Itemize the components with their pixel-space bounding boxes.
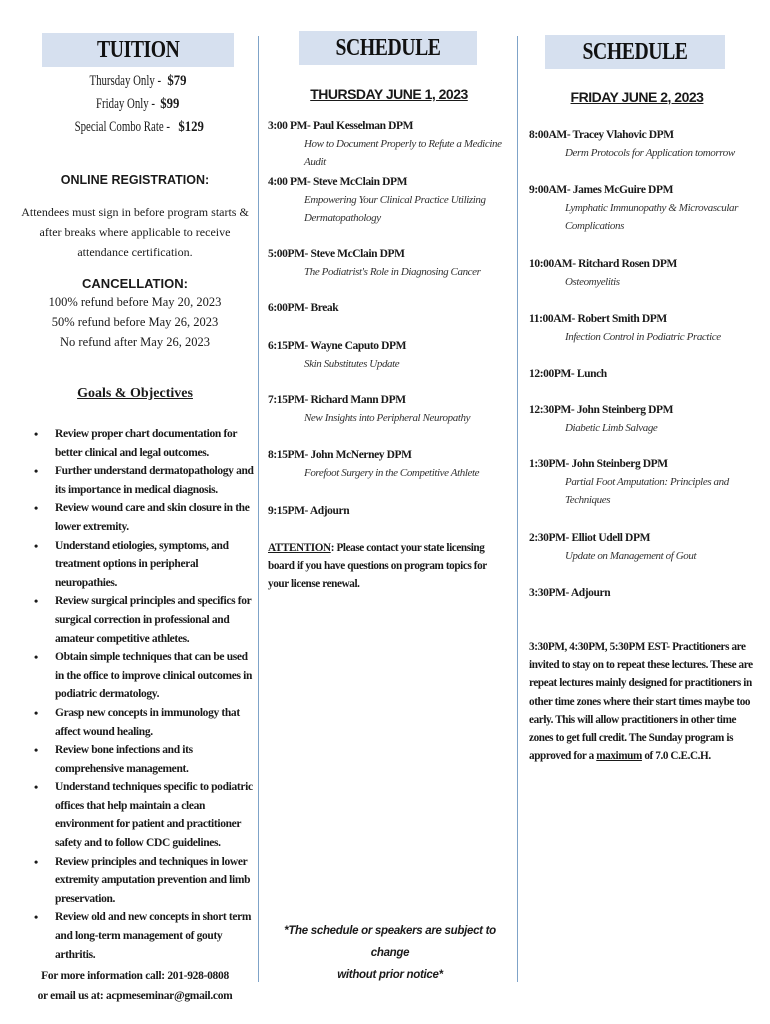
tuition-banner	[42, 33, 234, 67]
goal-text: Grasp new concepts in immunology that affect wound healing.	[55, 706, 240, 738]
price-line	[14, 70, 256, 93]
friday-date-heading: FRIDAY JUNE 2, 2023	[570, 89, 704, 105]
schedule-topic: Lymphatic Immunopathy & Microvascular Complications	[565, 202, 738, 232]
bullet-icon: •	[34, 854, 38, 869]
friday-banner	[545, 35, 725, 69]
bullet-icon: •	[34, 910, 38, 925]
schedule-item	[529, 584, 761, 602]
schedule-time-speaker: 2:30PM- Elliot Udell DPM	[529, 532, 651, 544]
goal-text: Understand etiologies, symptoms, and treatment options in peripheral neuropathies.	[55, 539, 229, 589]
repeat-lectures-note	[529, 638, 759, 765]
schedule-item	[268, 337, 514, 373]
bullet-icon: •	[34, 650, 38, 665]
schedule-time-speaker: 3:30PM- Adjourn	[529, 587, 611, 599]
cancellation-list	[14, 292, 256, 352]
goals-list	[14, 425, 256, 964]
column-divider-left	[258, 36, 259, 982]
schedule-time-speaker: 6:15PM- Wayne Caputo DPM	[268, 340, 407, 352]
note-text: 3:30PM, 4:30PM, 5:30PM EST- Practitioners are invited to stay on to repeat these lectures. These are repeat lectures mainly designed for practitioners in other time zones where their start times maybe too early. This will allow practitioners in other time zones to get full credit. The Sunday program is approved for a	[529, 641, 753, 763]
goal-text: Review old and new concepts in short term and long-term management of gouty arthritis.	[55, 911, 252, 961]
goal-item	[14, 704, 256, 741]
schedule-time-speaker: 8:15PM- John McNerney DPM	[268, 449, 412, 461]
goal-text: Review proper chart documentation for better clinical and legal outcomes.	[55, 428, 237, 459]
cancellation-line: 100% refund before May 20, 2023	[48, 295, 222, 309]
schedule-time-speaker: 4:00 PM- Steve McClain DPM	[268, 176, 408, 188]
schedule-topic: Update on Management of Gout	[565, 550, 697, 562]
goal-item	[14, 648, 256, 704]
contact-phone[interactable]: For more information call: 201-928-0808	[41, 970, 229, 982]
thursday-banner	[299, 31, 477, 65]
column-divider-right	[517, 36, 518, 982]
bullet-icon: •	[34, 780, 38, 795]
schedule-topic: Skin Substitutes Update	[304, 358, 400, 370]
schedule-time-speaker: 5:00PM- Steve McClain DPM	[268, 248, 405, 260]
goal-text: Review surgical principles and specifics for surgical correction in professional and amateur competitive athletes.	[55, 595, 252, 645]
goals-heading: Goals & Objectives	[77, 386, 193, 401]
schedule-topic: Empowering Your Clinical Practice Utilizing Dermatopathology	[304, 194, 486, 224]
schedule-time-speaker: 9:00AM- James McGuire DPM	[529, 184, 674, 196]
price-value: $79	[167, 73, 187, 89]
bullet-icon: •	[34, 538, 38, 553]
goal-item	[14, 853, 256, 909]
schedule-item	[268, 245, 514, 281]
bullet-icon: •	[34, 464, 38, 479]
price-label: Thursday Only -	[89, 73, 162, 89]
goal-item	[14, 908, 256, 964]
schedule-time-speaker: 8:00AM- Tracey Vlahovic DPM	[529, 129, 674, 141]
schedule-time-speaker: 1:30PM- John Steinberg DPM	[529, 458, 668, 470]
price-value: $99	[160, 96, 180, 112]
schedule-item	[268, 117, 514, 171]
bullet-icon: •	[34, 743, 38, 758]
schedule-topic: The Podiatrist's Role in Diagnosing Cancer	[304, 266, 481, 278]
goal-item	[14, 592, 256, 648]
schedule-topic: How to Document Properly to Refute a Medicine Audit	[304, 138, 502, 168]
schedule-item	[268, 502, 514, 520]
goal-item	[14, 741, 256, 778]
goal-text: Review wound care and skin closure in the lower extremity.	[55, 502, 250, 533]
goal-item	[14, 499, 256, 536]
schedule-topic: Osteomyelitis	[565, 276, 620, 288]
schedule-time-speaker: 10:00AM- Ritchard Rosen DPM	[529, 258, 677, 270]
schedule-topic: New Insights into Peripheral Neuropathy	[304, 412, 471, 424]
schedule-item	[529, 455, 761, 509]
notice-line: *The schedule or speakers are subject to change	[284, 925, 496, 959]
contact-email[interactable]: or email us at: acpmeseminar@gmail.com	[37, 990, 233, 1002]
goal-text: Review bone infections and its comprehensive management.	[55, 744, 193, 775]
cancellation-line: 50% refund before May 26, 2023	[51, 315, 219, 329]
schedule-topic: Forefoot Surgery in the Competitive Athlete	[304, 467, 480, 479]
goal-item	[14, 537, 256, 593]
attention-note	[268, 539, 508, 593]
schedule-time-speaker: 3:00 PM- Paul Kesselman DPM	[268, 120, 414, 132]
schedule-title: SCHEDULE	[335, 34, 441, 61]
registration-text: Attendees must sign in before program starts & after breaks where applicable to receive attendance certification.	[21, 205, 249, 259]
friday-column	[522, 0, 762, 1024]
registration-heading: ONLINE REGISTRATION:	[60, 173, 210, 187]
goal-text: Further understand dermatopathology and its importance in medical diagnosis.	[55, 465, 254, 496]
schedule-item	[529, 255, 761, 291]
schedule-item	[529, 181, 761, 235]
bullet-icon: •	[34, 501, 38, 516]
price-value: $129	[178, 119, 204, 135]
schedule-topic: Derm Protocols for Application tomorrow	[565, 147, 735, 159]
schedule-topic: Diabetic Limb Salvage	[565, 422, 658, 434]
schedule-item	[268, 299, 514, 317]
goal-text: Obtain simple techniques that can be used in the office to improve clinical outcomes in podiatric dermatology.	[55, 651, 253, 701]
cancellation-heading: CANCELLATION:	[82, 276, 188, 291]
goal-text: Review principles and techniques in lower extremity amputation prevention and limb preservation.	[55, 855, 251, 905]
bullet-icon: •	[34, 705, 38, 720]
bullet-icon: •	[34, 594, 38, 609]
tuition-column	[14, 0, 256, 1024]
note-emphasis: maximum	[596, 750, 642, 763]
goal-text: Understand techniques specific to podiatric offices that help maintain a clean environment for patient and practitioner safety and to follow CDC guidelines.	[55, 781, 253, 850]
goal-item	[14, 778, 256, 852]
schedule-item	[529, 401, 761, 437]
schedule-time-speaker: 11:00AM- Robert Smith DPM	[529, 313, 667, 325]
schedule-time-speaker: 12:30PM- John Steinberg DPM	[529, 404, 674, 416]
schedule-time-speaker: 7:15PM- Richard Mann DPM	[268, 394, 406, 406]
notice-line: without prior notice*	[337, 969, 443, 981]
contact-info	[14, 966, 256, 1006]
goal-item	[14, 425, 256, 462]
schedule-time-speaker: 6:00PM- Break	[268, 302, 339, 314]
schedule-time-speaker: 9:15PM- Adjourn	[268, 505, 350, 517]
tuition-prices	[14, 70, 256, 139]
note-text: of 7.0 C.E.C.H.	[641, 750, 711, 763]
attention-label: ATTENTION	[268, 542, 331, 554]
schedule-item	[268, 391, 514, 427]
schedule-item	[268, 173, 514, 227]
schedule-topic: Infection Control in Podiatric Practice	[565, 331, 721, 343]
schedule-topic: Partial Foot Amputation: Principles and Techniques	[565, 476, 729, 506]
thursday-date-heading: THURSDAY JUNE 1, 2023	[310, 86, 468, 102]
schedule-time-speaker: 12:00PM- Lunch	[529, 368, 607, 380]
cancellation-line: No refund after May 26, 2023	[60, 335, 210, 349]
schedule-item	[529, 126, 761, 162]
price-label: Friday Only -	[95, 96, 155, 112]
price-label: Special Combo Rate -	[74, 119, 170, 135]
bullet-icon: •	[34, 427, 38, 441]
schedule-change-notice	[268, 920, 512, 986]
goal-item	[14, 462, 256, 499]
tuition-title: TUITION	[96, 36, 180, 63]
schedule-title: SCHEDULE	[582, 38, 688, 65]
price-line	[14, 116, 256, 139]
schedule-item	[529, 529, 761, 565]
schedule-item	[529, 365, 761, 383]
thursday-column	[262, 0, 516, 1024]
schedule-item	[529, 310, 761, 346]
schedule-item	[268, 446, 514, 482]
attention-text: : Please contact your state licensing board if you have questions on program topics for your license renewal.	[268, 542, 487, 590]
price-line	[14, 93, 256, 116]
